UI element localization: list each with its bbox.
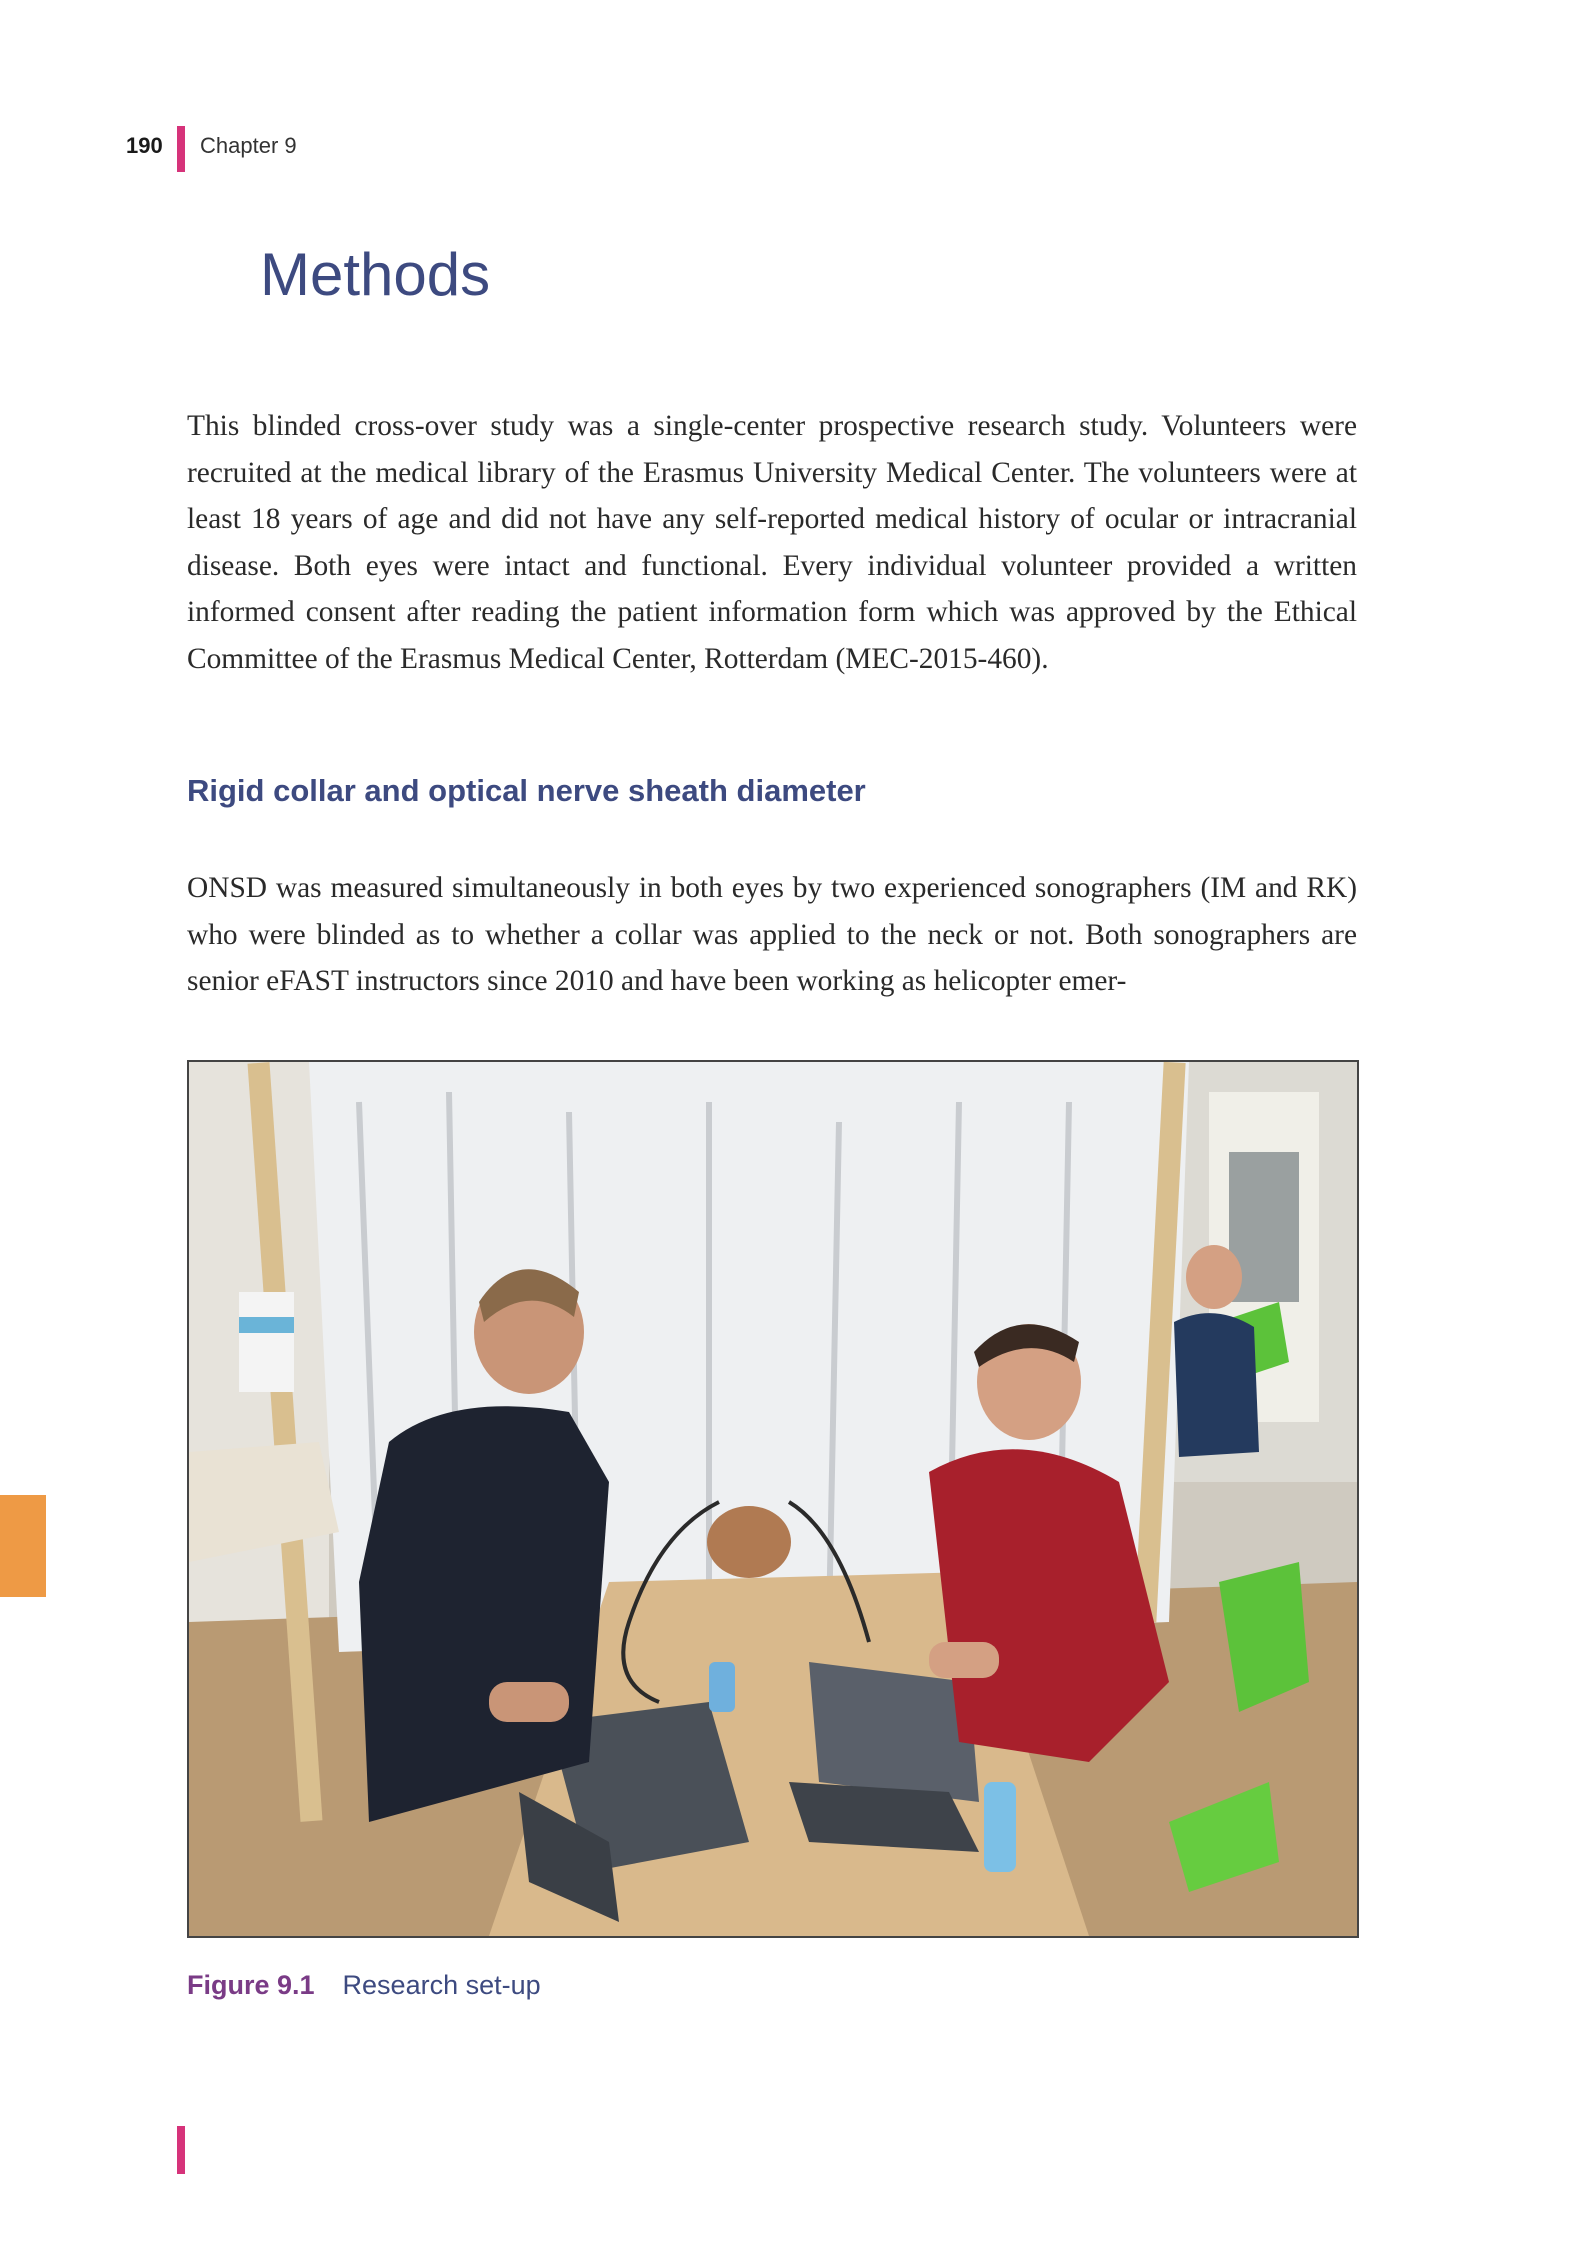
section-title: Methods — [260, 241, 491, 308]
running-header — [0, 130, 600, 170]
research-setup-photo — [187, 1060, 1359, 1938]
page-number: 190 — [126, 133, 163, 158]
body-paragraph-intro: This blinded cross-over study was a single-center prospective research study. Volunteers were recruited at the medical library of the Erasmus University Medical Center. The volunteers were at least 18 years of age and did not have any self-reported medical history of ocular or intracranial disease. Both eyes were intact and functional. Every individual volunteer provided a written informed consent after reading the patient information form which was approved by the Ethical Committee of the Erasmus Medical Center, Rotterdam (MEC-2015-460). — [187, 410, 1357, 675]
body-paragraph-onsd: ONSD was measured simultaneously in both eyes by two experienced sonographers (IM and RK) who were blinded as to whether a collar was applied to the neck or not. Both sonographers are senior eFAST instructors since 2010 and have been working as helicopter emer- — [187, 872, 1357, 997]
chapter-label: Chapter 9 — [200, 133, 297, 158]
header-accent-bar — [177, 126, 185, 172]
figure-label: Figure 9.1 — [187, 1970, 315, 2000]
figure-caption-text: Research set-up — [342, 1970, 541, 2000]
footer-accent-bar — [177, 2126, 185, 2174]
figure-caption — [187, 1970, 541, 2001]
chapter-side-tab — [0, 1495, 46, 1597]
subsection-heading: Rigid collar and optical nerve sheath diameter — [187, 773, 866, 808]
